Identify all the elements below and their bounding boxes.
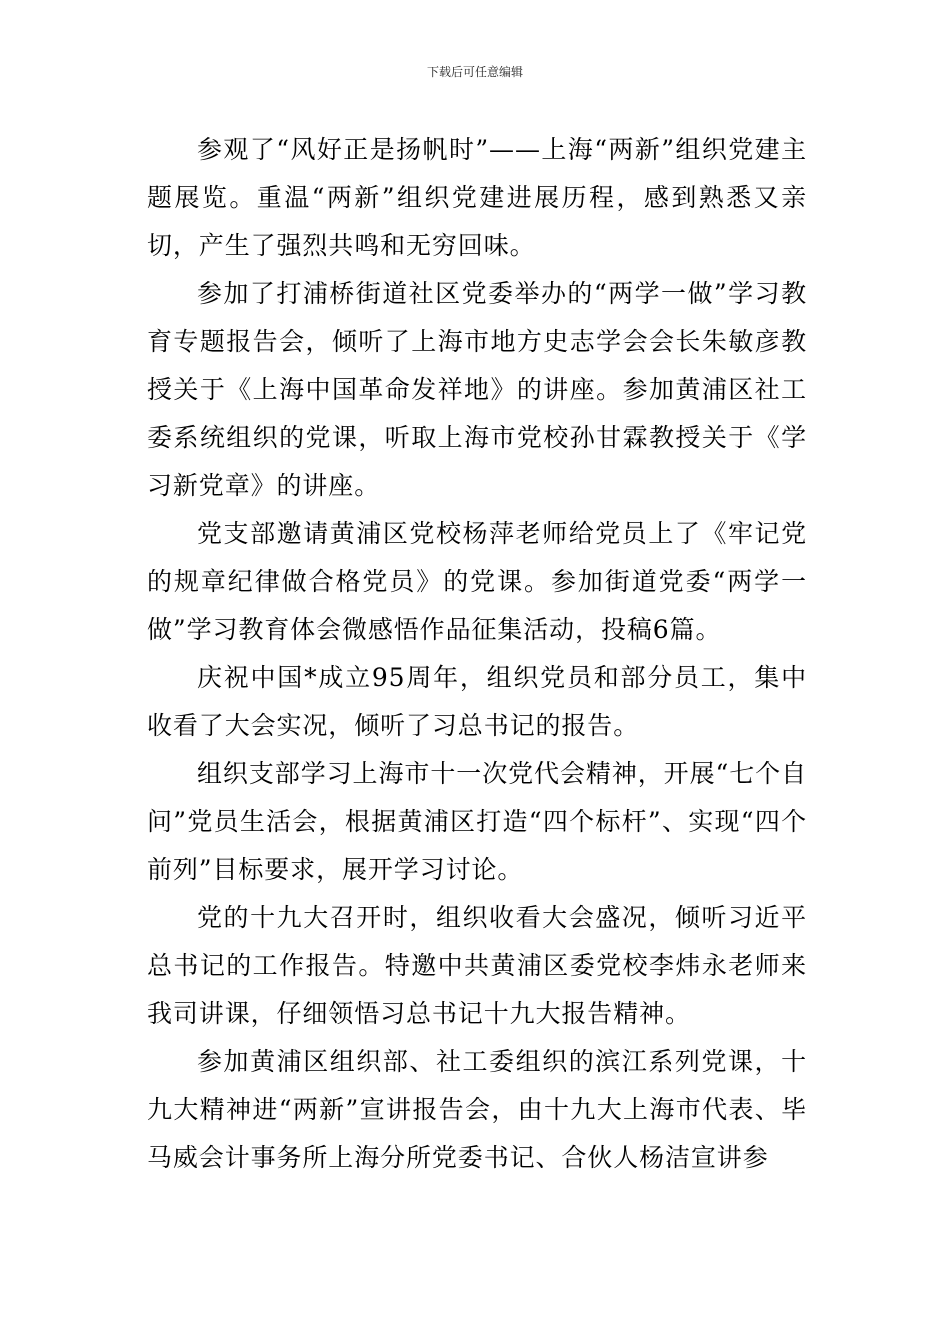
document-body <box>147 126 807 1182</box>
paragraph-nineteenth-congress: 党的十九大召开时，组织收看大会盛况，倾听习近平总书记的工作报告。特邀中共黄浦区委党校李炜永老师来我司讲课，仔细领悟习总书记十九大报告精神。 <box>147 903 807 1028</box>
paragraph-anniversary: 庆祝中国*成立95周年，组织党员和部分员工，集中收看了大会实况，倾听了习总书记的报告。 <box>147 663 807 740</box>
paragraph-party-lecture: 党支部邀请黄浦区党校杨萍老师给党员上了《牢记党的规章纪律做合格党员》的党课。参加街道党委“两学一做”学习教育体会微感悟作品征集活动，投稿6篇。 <box>147 519 807 644</box>
paragraph-report-meeting: 参加了打浦桥街道社区党委举办的“两学一做”学习教育专题报告会，倾听了上海市地方史志学会会长朱敏彦教授关于《上海中国革命发祥地》的讲座。参加黄浦区社工委系统组织的党课，听取上海市党校孙甘霖教授关于《学习新党章》的讲座。 <box>147 279 807 500</box>
paragraph-exhibition-visit: 参观了“风好正是扬帆时”——上海“两新”组织党建主题展览。重温“两新”组织党建进展历程，感到熟悉又亲切，产生了强烈共鸣和无穷回味。 <box>147 135 807 260</box>
paragraph-congress-study: 组织支部学习上海市十一次党代会精神，开展“七个自问”党员生活会，根据黄浦区打造“四个标杆”、实现“四个前列”目标要求，展开学习讨论。 <box>147 759 807 884</box>
page-header: 下载后可任意编辑 <box>426 65 523 79</box>
paragraph-binjiang-lectures: 参加黄浦区组织部、社工委组织的滨江系列党课，十九大精神进“两新”宣讲报告会，由十九大上海市代表、毕马威会计事务所上海分所党委书记、合伙人杨洁宣讲参 <box>147 1047 807 1172</box>
